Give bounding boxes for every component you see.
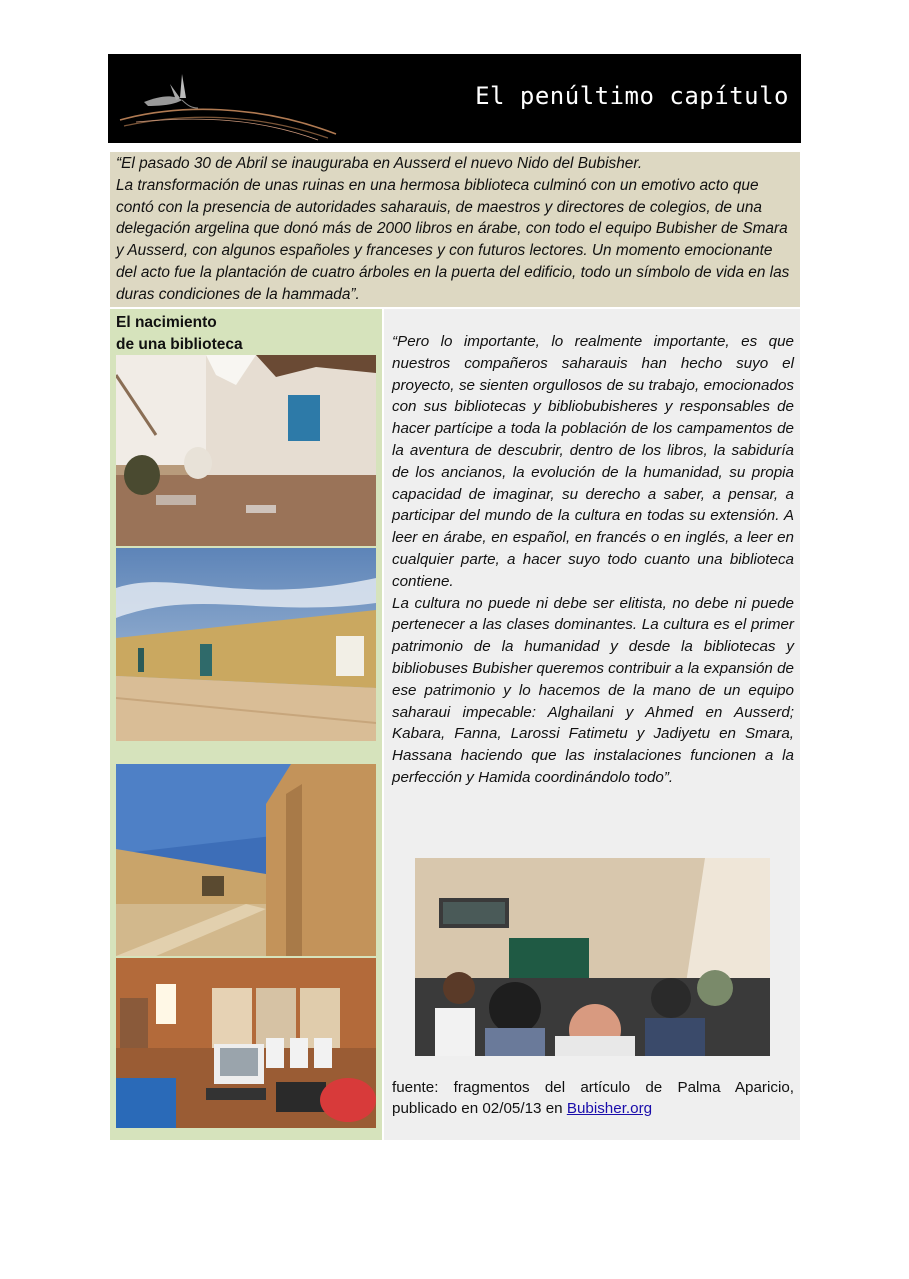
intro-quote-paragraph: La transformación de unas ruinas en una hermosa biblioteca culminó con un emotivo acto que contó con la presencia de autoridades saharauis, de maestros y directores de colegios, de una delegación argelina que donó más de 2000 libros en árabe, con todo el equipo Bubisher de Smara y Ausserd, con algunos españoles y franceses y con futuros lectores. Un momento emocionante del acto fue la plantación de cuatro árboles en la puerta del edificio, todo un símbolo de vida en las duras condiciones de la hammada”.	[116, 176, 790, 303]
source-text: fuente: fragmentos del artículo de Palma Aparicio, publicado en 02/05/13 en	[392, 1079, 794, 1117]
source-citation	[392, 1077, 794, 1119]
article-paragraph: “Pero lo importante, lo realmente importante, es que nuestros compañeros saharauis han hecho suyo el proyecto, se sienten orgullosos de su trabajo, emocionados con sus bibliotecas y bibliobubisheres y responsables de hacer partícipe a toda la población de los campamentos de la aventura de descubrir, dentro de los libros, la sabiduría de los ancianos, la evolución de la humanidad, su propia capacidad de imaginar, su derecho a saber, a pensar, a participar del mundo de la cultura en todas su extensión. A leer en árabe, en español, en francés o en inglés, a leer en cualquier parte, a hacer suyo todo cuanto una biblioteca contiene.	[392, 333, 794, 590]
library-interior-photo	[116, 958, 376, 1128]
ruins-photo	[116, 355, 376, 546]
sidebar-title-line: de una biblioteca	[116, 336, 243, 353]
bird-logo-icon	[108, 54, 348, 143]
sidebar-title-line: El nacimiento	[116, 314, 217, 331]
page-title: El penúltimo capítulo	[475, 82, 789, 110]
bubisher-link[interactable]: Bubisher.org	[566, 1100, 653, 1117]
intro-quote	[110, 152, 800, 307]
sidebar-title	[116, 312, 243, 356]
building-exterior-photo	[116, 548, 376, 741]
article-column	[384, 309, 800, 1140]
intro-quote-line: “El pasado 30 de Abril se inauguraba en Ausserd el nuevo Nido del Bubisher.	[116, 155, 643, 172]
article-paragraph: La cultura no puede ni debe ser elitista, no debe ni puede pertenecer a las clases dominantes. La cultura es el primer patrimonio de la humanidad y desde la bibliotecas y bibliobuses Bubisher queremos contribuir a la expansión de ese patrimonio y lo hacemos de la mano de un equipo saharaui impecable: Alghailani y Ahmed en Ausserd; Kabara, Fanna, Larossi Fatimetu y Jadiyetu en Smara, Hassana haciendo que las instalaciones funcionen a la perfección y Hamida coordinándolo todo”.	[392, 594, 794, 786]
article-body	[392, 331, 794, 789]
header-banner	[108, 54, 801, 143]
photo-sidebar	[110, 309, 382, 1140]
inauguration-crowd-photo	[415, 858, 770, 1056]
courtyard-photo	[116, 764, 376, 956]
